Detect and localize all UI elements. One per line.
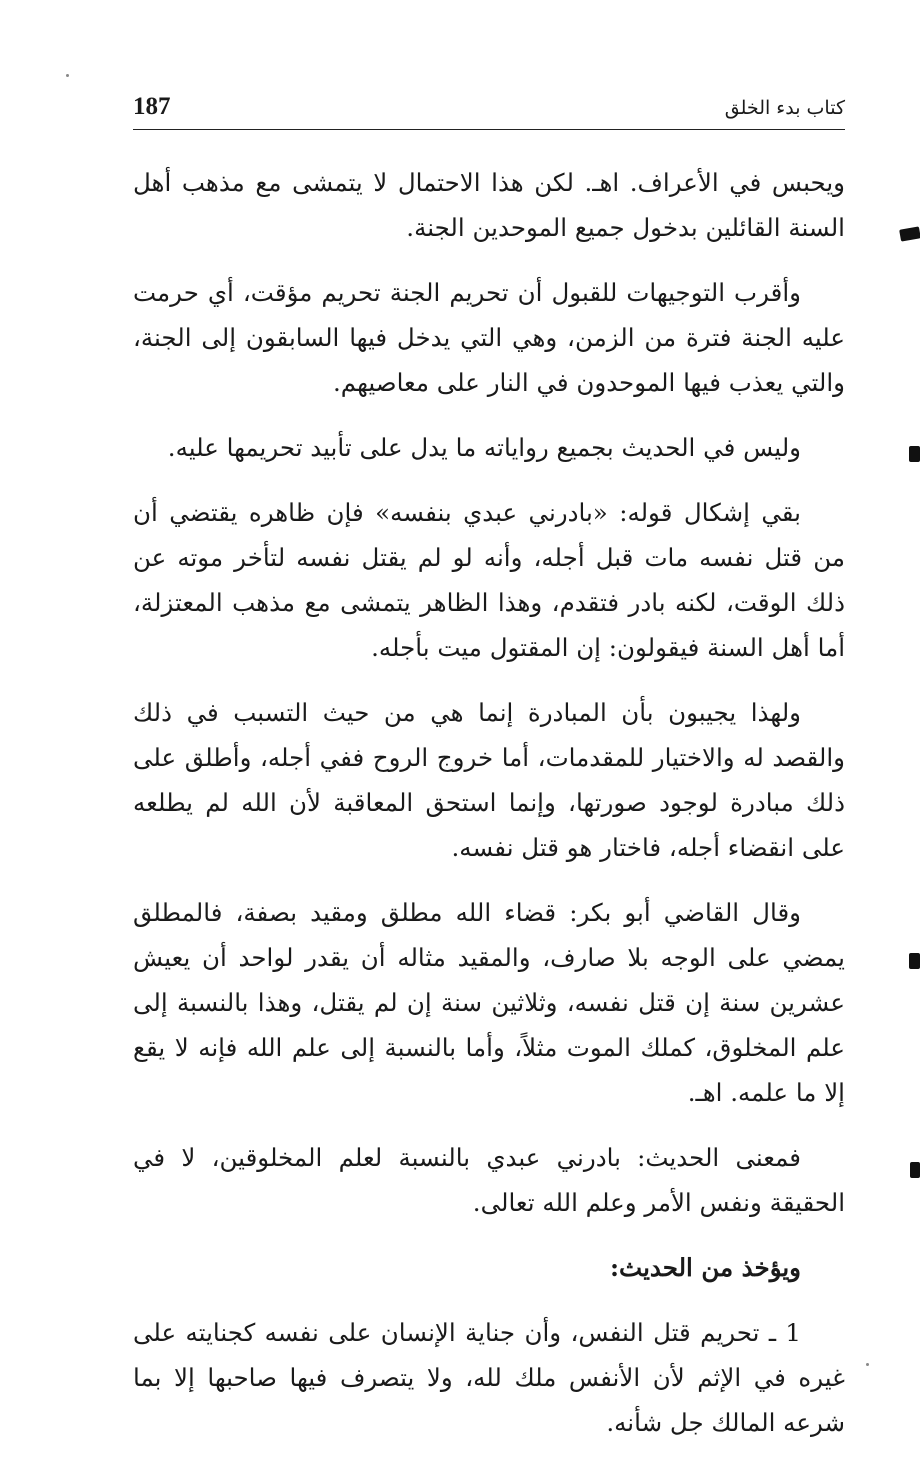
scan-edge-mark [899,226,920,241]
scan-speck [66,74,69,77]
page-header [133,92,845,126]
header-rule [133,129,845,130]
paragraph: ولهذا يجيبون بأن المبادرة إنما هي من حيث التسبب في ذلك والقصد له والاختيار للمقدمات، أما خروج الروح ففي أجله، وأطلق على ذلك مبادرة لوجود صورتها، وإنما استحق المعاقبة لأن الله لم يطلعه على انقضاء أجله، فاختار هو قتل نفسه. [133,698,845,862]
page-body [133,160,845,1465]
paragraph: فمعنى الحديث: بادرني عبدي بالنسبة لعلم المخلوقين، لا في الحقيقة ونفس الأمر وعلم الله تعالى. [133,1143,845,1217]
running-title: كتاب بدء الخلق [724,97,845,119]
list-item: 1 ـ تحريم قتل النفس، وأن جناية الإنسان على نفسه كجنايته على غيره في الإثم لأن الأنفس ملك لله، ولا يتصرف فيها صاحبها إلا بما شرعه المالك جل شأنه. [133,1318,845,1437]
paragraph: وقال القاضي أبو بكر: قضاء الله مطلق ومقيد بصفة، فالمطلق يمضي على الوجه بلا صارف، والمقيد مثاله أن يقدر لواحد أن يعيش عشرين سنة إن قتل نفسه، وثلاثين سنة إن لم يقتل، وهذا بالنسبة إلى علم المخلوق، كملك الموت مثلاً، وأما بالنسبة إلى علم الله فإنه لا يقع إلا ما علمه. اهـ. [133,898,845,1107]
paragraph: ويحبس في الأعراف. اهـ. لكن هذا الاحتمال لا يتمشى مع مذهب أهل السنة القائلين بدخول جميع الموحدين الجنة. [133,168,845,242]
scan-speck [866,1363,869,1366]
paragraph: وليس في الحديث بجميع رواياته ما يدل على تأبيد تحريمها عليه. [167,433,801,462]
section-heading: ويؤخذ من الحديث: [609,1253,801,1282]
scan-edge-mark [910,1162,920,1178]
scan-edge-mark [909,446,920,462]
paragraph: بقي إشكال قوله: «بادرني عبدي بنفسه» فإن ظاهره يقتضي أن من قتل نفسه مات قبل أجله، وأنه لو لم يقتل نفسه لتأخر موته عن ذلك الوقت، لكنه بادر فتقدم، وهذا الظاهر يتمشى مع مذهب المعتزلة، أما أهل السنة فيقولون: إن المقتول ميت بأجله. [133,498,845,662]
scan-edge-mark [909,953,920,969]
page-number: 187 [133,93,171,120]
paragraph: وأقرب التوجيهات للقبول أن تحريم الجنة تحريم مؤقت، أي حرمت عليه الجنة فترة من الزمن، وهي التي يدخل فيها السابقون إلى الجنة، والتي يعذب فيها الموحدون في النار على معاصيهم. [133,278,845,397]
